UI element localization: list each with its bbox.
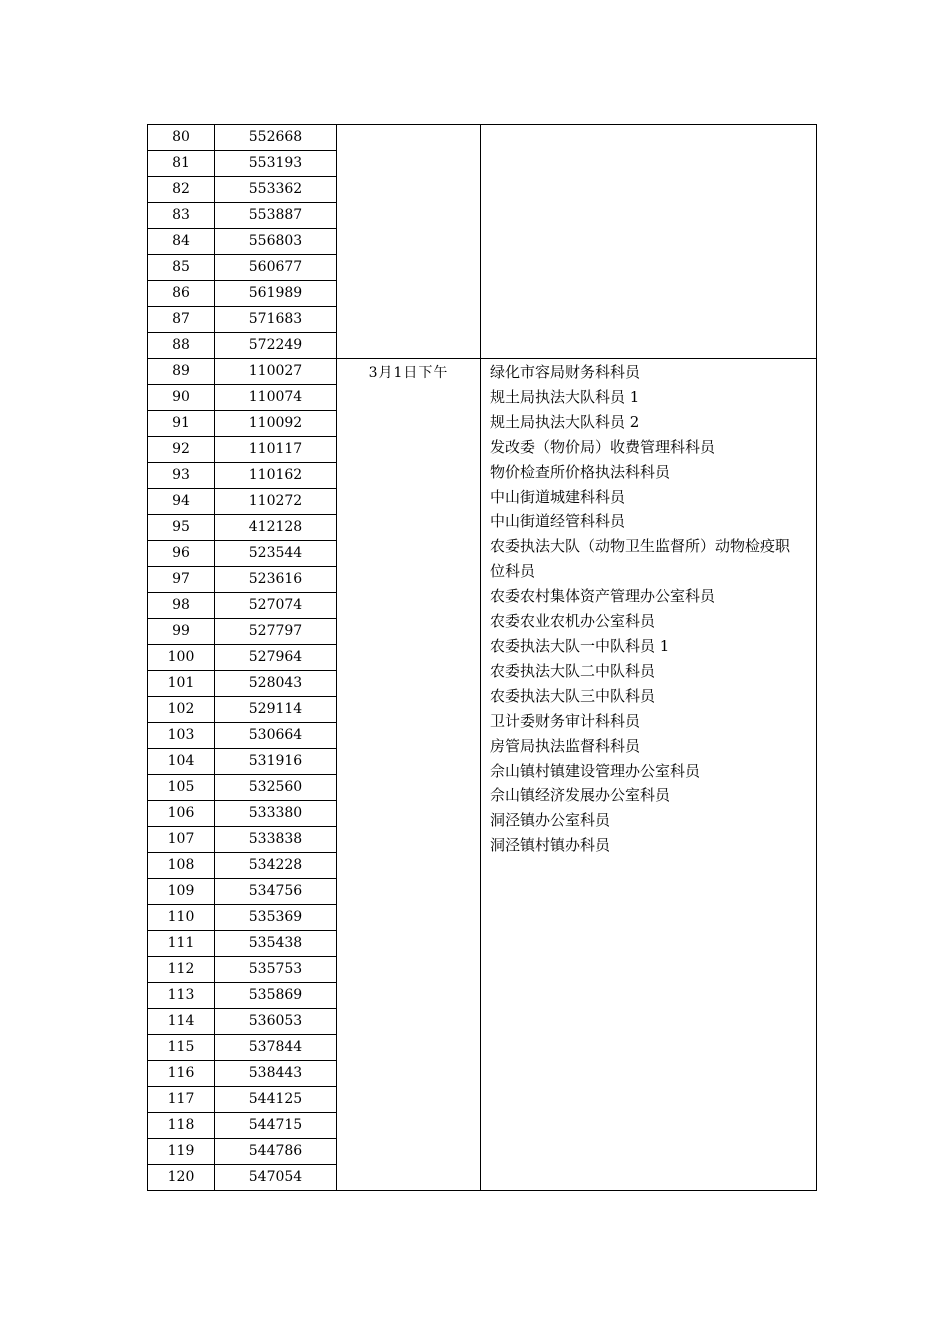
candidate-id-cell: 533838 — [215, 827, 337, 853]
row-number-cell: 102 — [148, 697, 215, 723]
candidate-id-cell: 534756 — [215, 879, 337, 905]
position-item: 农委执法大队二中队科员 — [490, 661, 656, 680]
row-number-cell: 82 — [148, 177, 215, 203]
candidate-id-cell: 110092 — [215, 411, 337, 437]
row-number-cell: 114 — [148, 1009, 215, 1035]
exam-roster-table — [147, 124, 817, 1191]
row-number-cell: 115 — [148, 1035, 215, 1061]
candidate-id-cell: 535753 — [215, 957, 337, 983]
row-number-cell: 87 — [148, 307, 215, 333]
position-item: 农委执法大队（动物卫生监督所）动物检疫职 — [490, 537, 791, 556]
position-item: 规土局执法大队科员 1 — [490, 387, 640, 406]
row-number-cell: 81 — [148, 151, 215, 177]
table-row — [148, 125, 817, 151]
row-number-cell: 93 — [148, 463, 215, 489]
candidate-id-cell: 556803 — [215, 229, 337, 255]
position-item: 中山街道经管科科员 — [490, 512, 626, 531]
candidate-id-cell: 523544 — [215, 541, 337, 567]
row-number-cell: 108 — [148, 853, 215, 879]
candidate-id-cell: 531916 — [215, 749, 337, 775]
row-number-cell: 117 — [148, 1087, 215, 1113]
row-number-cell: 104 — [148, 749, 215, 775]
candidate-id-cell: 544125 — [215, 1087, 337, 1113]
row-number-cell: 111 — [148, 931, 215, 957]
candidate-id-cell: 535438 — [215, 931, 337, 957]
row-number-cell: 116 — [148, 1061, 215, 1087]
candidate-id-cell: 535369 — [215, 905, 337, 931]
candidate-id-cell: 571683 — [215, 307, 337, 333]
row-number-cell: 99 — [148, 619, 215, 645]
row-number-cell: 120 — [148, 1165, 215, 1191]
roster-body — [148, 125, 817, 1191]
row-number-cell: 83 — [148, 203, 215, 229]
row-number-cell: 91 — [148, 411, 215, 437]
position-item: 规土局执法大队科员 2 — [490, 412, 640, 431]
row-number-cell: 98 — [148, 593, 215, 619]
row-number-cell: 103 — [148, 723, 215, 749]
position-item: 卫计委财务审计科科员 — [490, 711, 641, 730]
position-list — [490, 359, 810, 858]
row-number-cell: 97 — [148, 567, 215, 593]
position-item: 发改委（物价局）收费管理科科员 — [490, 437, 716, 456]
position-item: 中山街道城建科科员 — [490, 487, 626, 506]
candidate-id-cell: 536053 — [215, 1009, 337, 1035]
candidate-id-cell: 553362 — [215, 177, 337, 203]
candidate-id-cell: 547054 — [215, 1165, 337, 1191]
position-list — [490, 125, 810, 126]
candidate-id-cell: 527074 — [215, 593, 337, 619]
candidate-id-cell: 553887 — [215, 203, 337, 229]
exam-time-text: 3月1日下午 — [368, 365, 449, 381]
row-number-cell: 96 — [148, 541, 215, 567]
candidate-id-cell: 523616 — [215, 567, 337, 593]
candidate-id-cell: 532560 — [215, 775, 337, 801]
candidate-id-cell: 553193 — [215, 151, 337, 177]
candidate-id-cell: 110162 — [215, 463, 337, 489]
candidate-id-cell: 535869 — [215, 983, 337, 1009]
candidate-id-cell: 533380 — [215, 801, 337, 827]
position-item: 佘山镇村镇建设管理办公室科员 — [490, 761, 701, 780]
candidate-id-cell: 537844 — [215, 1035, 337, 1061]
row-number-cell: 85 — [148, 255, 215, 281]
position-item: 农委农村集体资产管理办公室科员 — [490, 587, 716, 606]
position-item: 农委执法大队一中队科员 1 — [490, 636, 670, 655]
row-number-cell: 80 — [148, 125, 215, 151]
position-item: 农委执法大队三中队科员 — [490, 686, 656, 705]
row-number-cell: 100 — [148, 645, 215, 671]
row-number-cell: 119 — [148, 1139, 215, 1165]
row-number-cell: 101 — [148, 671, 215, 697]
row-number-cell: 89 — [148, 359, 215, 385]
position-item: 洞泾镇村镇办科员 — [490, 836, 611, 855]
candidate-id-cell: 561989 — [215, 281, 337, 307]
candidate-id-cell: 552668 — [215, 125, 337, 151]
candidate-id-cell: 110272 — [215, 489, 337, 515]
position-item: 绿化市容局财务科科员 — [490, 363, 641, 381]
exam-time-cell — [337, 125, 481, 359]
position-item: 洞泾镇办公室科员 — [490, 811, 611, 830]
candidate-id-cell: 527964 — [215, 645, 337, 671]
row-number-cell: 118 — [148, 1113, 215, 1139]
candidate-id-cell: 110117 — [215, 437, 337, 463]
row-number-cell: 88 — [148, 333, 215, 359]
row-number-cell: 84 — [148, 229, 215, 255]
candidate-id-cell: 544715 — [215, 1113, 337, 1139]
row-number-cell: 86 — [148, 281, 215, 307]
position-item: 佘山镇经济发展办公室科员 — [490, 786, 671, 805]
exam-time-cell — [337, 359, 481, 1191]
row-number-cell: 109 — [148, 879, 215, 905]
row-number-cell: 94 — [148, 489, 215, 515]
row-number-cell: 95 — [148, 515, 215, 541]
candidate-id-cell: 530664 — [215, 723, 337, 749]
candidate-id-cell: 528043 — [215, 671, 337, 697]
candidate-id-cell: 110027 — [215, 359, 337, 385]
candidate-id-cell: 544786 — [215, 1139, 337, 1165]
position-item: 物价检查所价格执法科科员 — [490, 462, 671, 481]
row-number-cell: 112 — [148, 957, 215, 983]
row-number-cell: 107 — [148, 827, 215, 853]
position-item: 房管局执法监督科科员 — [490, 736, 641, 755]
candidate-id-cell: 110074 — [215, 385, 337, 411]
candidate-id-cell: 572249 — [215, 333, 337, 359]
row-number-cell: 113 — [148, 983, 215, 1009]
row-number-cell: 106 — [148, 801, 215, 827]
table-row — [148, 359, 817, 385]
candidate-id-cell: 538443 — [215, 1061, 337, 1087]
position-list-cell — [481, 125, 817, 359]
candidate-id-cell: 412128 — [215, 515, 337, 541]
candidate-id-cell: 527797 — [215, 619, 337, 645]
candidate-id-cell: 529114 — [215, 697, 337, 723]
candidate-id-cell: 560677 — [215, 255, 337, 281]
row-number-cell: 105 — [148, 775, 215, 801]
row-number-cell: 92 — [148, 437, 215, 463]
row-number-cell: 90 — [148, 385, 215, 411]
candidate-id-cell: 534228 — [215, 853, 337, 879]
position-item: 位科员 — [490, 562, 536, 581]
position-list-cell — [481, 359, 817, 1191]
position-item: 农委农业农机办公室科员 — [490, 612, 656, 631]
row-number-cell: 110 — [148, 905, 215, 931]
